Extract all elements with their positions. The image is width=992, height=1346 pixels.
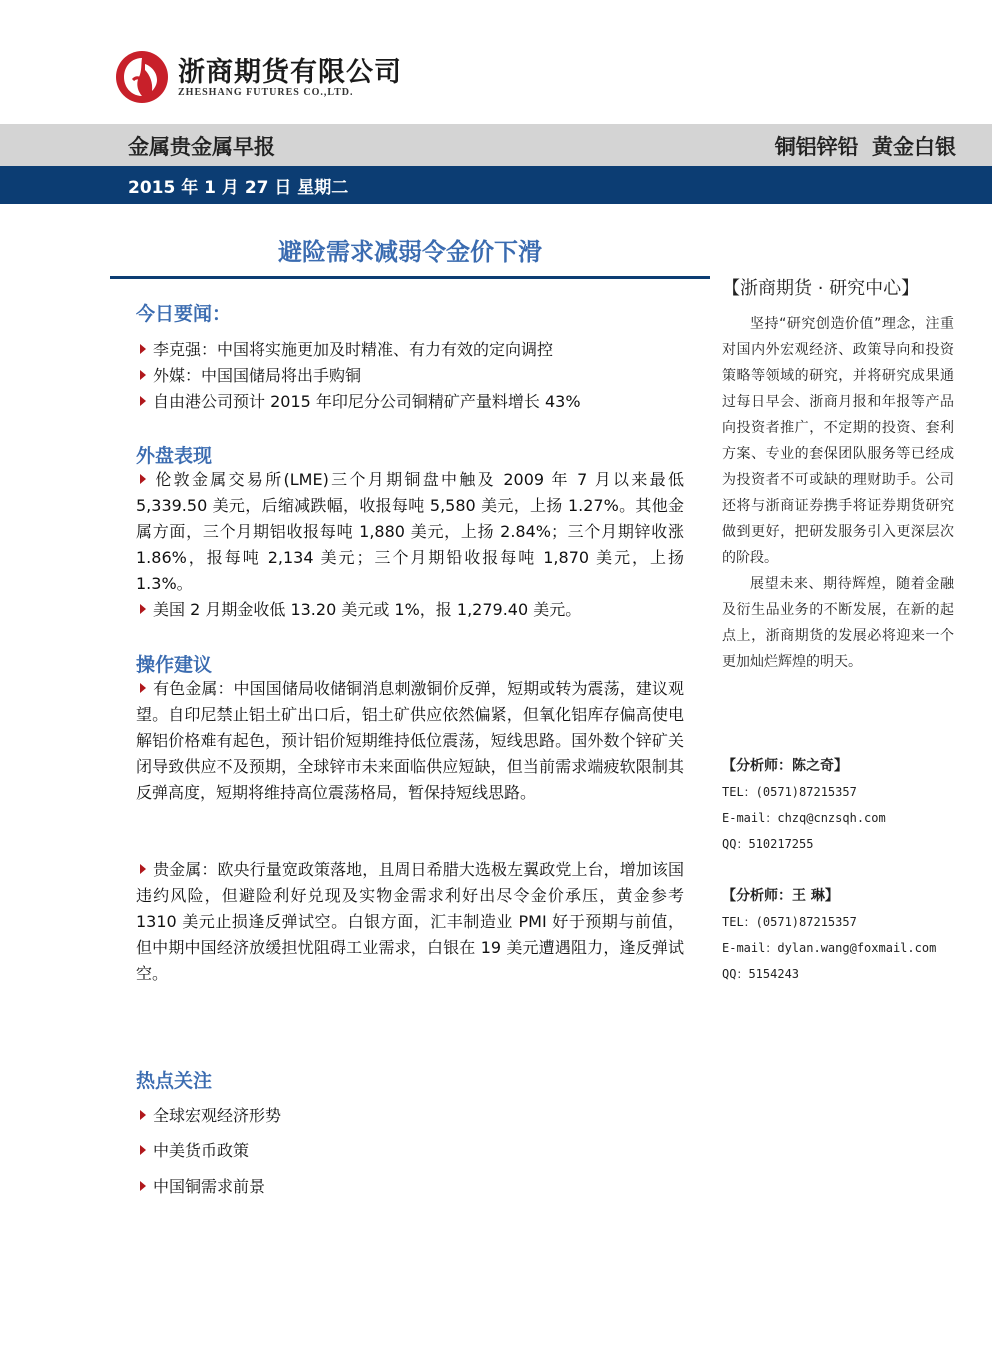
- sidebar-title: 【浙商期货 · 研究中心】: [722, 278, 920, 299]
- metals-covered: 铜铝锌铅 黄金白银: [774, 135, 956, 159]
- bullet-arrow-icon: [140, 864, 146, 874]
- headline: 避险需求减弱令金价下滑: [278, 238, 542, 266]
- report-date: 2015 年 1 月 27 日 星期二: [128, 178, 349, 198]
- list-item-text: 自由港公司预计 2015 年印尼分公司铜精矿产量料增长 43%: [153, 392, 581, 411]
- paragraph: [136, 857, 684, 987]
- bullet-arrow-icon: [140, 1181, 146, 1191]
- report-title: 金属贵金属早报: [128, 135, 275, 159]
- analyst-qq: QQ：510217255: [722, 837, 814, 851]
- paragraph: [136, 597, 684, 623]
- list-item-text: 全球宏观经济形势: [153, 1106, 282, 1125]
- list-item: [136, 1138, 684, 1164]
- analyst-email[interactable]: E-mail：chzq@cnzsqh.com: [722, 811, 886, 825]
- paragraph-text: 美国 2 月期金收低 13.20 美元或 1%，报 1,279.40 美元。: [153, 600, 582, 619]
- list-item-text: 中美货币政策: [153, 1141, 250, 1160]
- bullet-arrow-icon: [140, 1145, 146, 1155]
- section-heading-advice: 操作建议: [136, 654, 213, 676]
- bullet-arrow-icon: [140, 683, 146, 693]
- sidebar-outlook: [722, 571, 954, 675]
- list-item: [136, 363, 684, 389]
- analyst-card: [722, 883, 972, 987]
- analyst-name: 【分析师：王 琳】: [722, 888, 839, 904]
- analyst-card: [722, 753, 972, 857]
- section-heading-overseas: 外盘表现: [136, 445, 213, 467]
- list-item: [136, 1103, 684, 1129]
- sidebar-intro-text: 坚持“研究创造价值”理念，注重对国内外宏观经济、政策导向和投资策略等领域的研究，并将研究成果通过每日早会、浙商月报和年报等产品向投资者推广，不定期的投资、套利方案、专业的套保团队服务等已经成为投资者不可或缺的理财助手。公司还将与浙商证券携手将证券期货研究做到更好，把研发服务引入更深层次的阶段。: [722, 316, 954, 566]
- paragraph-text: 有色金属：中国国储局收储铜消息刺激铜价反弹，短期或转为震荡，建议观望。自印尼禁止铝土矿出口后，铝土矿供应依然偏紧，但氧化铝库存偏高使电解铝价格难有起色，预计铝价短期维持低位震荡，短线思路。国外数个锌矿关闭导致供应不及预期，全球锌市未来面临供应短缺，但当前需求端疲软限制其反弹高度，短期将维持高位震荡格局，暂保持短线思路。: [136, 679, 684, 802]
- sidebar-intro: [722, 311, 954, 571]
- bullet-arrow-icon: [140, 1110, 146, 1120]
- bullet-arrow-icon: [140, 604, 146, 614]
- list-item: [136, 1174, 684, 1200]
- paragraph: [136, 467, 684, 597]
- analyst-tel: TEL：(0571)87215357: [722, 915, 857, 929]
- analyst-tel: TEL：(0571)87215357: [722, 785, 857, 799]
- list-item-text: 李克强：中国将实施更加及时精准、有力有效的定向调控: [153, 340, 554, 359]
- paragraph-text: 贵金属：欧央行量宽政策落地，且周日希腊大选极左翼政党上台，增加该国违约风险，但避险利好兑现及实物金需求利好出尽令金价承压，黄金参考 1310 美元止损逢反弹试空。白银方面，汇丰制造业 PMI 好于预期与前值，但中期中国经济放缓担忧阻碍工业需求，白银在 19 美元遭遇阻力，逢反弹试空。: [136, 860, 684, 983]
- list-item: [136, 337, 684, 363]
- paragraph-text: 伦敦金属交易所(LME)三个月期铜盘中触及 2009 年 7 月以来最低 5,339.50 美元，后缩减跌幅，收报每吨 5,580 美元，上扬 1.27%。其他金属方面，三个月期铝收报每吨 1,880 美元，上扬 2.84%；三个月期锌收涨 1.86%，报每吨 2,134 美元；三个月期铅收报每吨 1,870 美元，上扬 1.3%。: [136, 470, 684, 593]
- bullet-arrow-icon: [140, 344, 146, 354]
- list-item-text: 外媒：中国国储局将出手购铜: [153, 366, 362, 385]
- list-item-text: 中国铜需求前景: [153, 1177, 266, 1196]
- analyst-email[interactable]: E-mail：dylan.wang@foxmail.com: [722, 941, 937, 955]
- company-logo-icon: [115, 50, 169, 104]
- analyst-name: 【分析师：陈之奇】: [722, 758, 848, 774]
- bullet-arrow-icon: [140, 370, 146, 380]
- section-heading-news: 今日要闻：: [136, 303, 232, 325]
- list-item: [136, 389, 684, 415]
- bullet-arrow-icon: [140, 396, 146, 406]
- section-heading-hot-topics: 热点关注: [136, 1070, 213, 1092]
- paragraph: [136, 676, 684, 806]
- company-name-en: ZHESHANG FUTURES CO.,LTD.: [178, 87, 354, 98]
- analyst-qq: QQ：5154243: [722, 967, 800, 981]
- sidebar-outlook-text: 展望未来、期待辉煌，随着金融及衍生品业务的不断发展，在新的起点上，浙商期货的发展必将迎来一个更加灿烂辉煌的明天。: [722, 576, 954, 670]
- company-name-cn: 浙商期货有限公司: [178, 57, 402, 88]
- bullet-arrow-icon: [140, 474, 146, 484]
- headline-divider: [110, 276, 710, 279]
